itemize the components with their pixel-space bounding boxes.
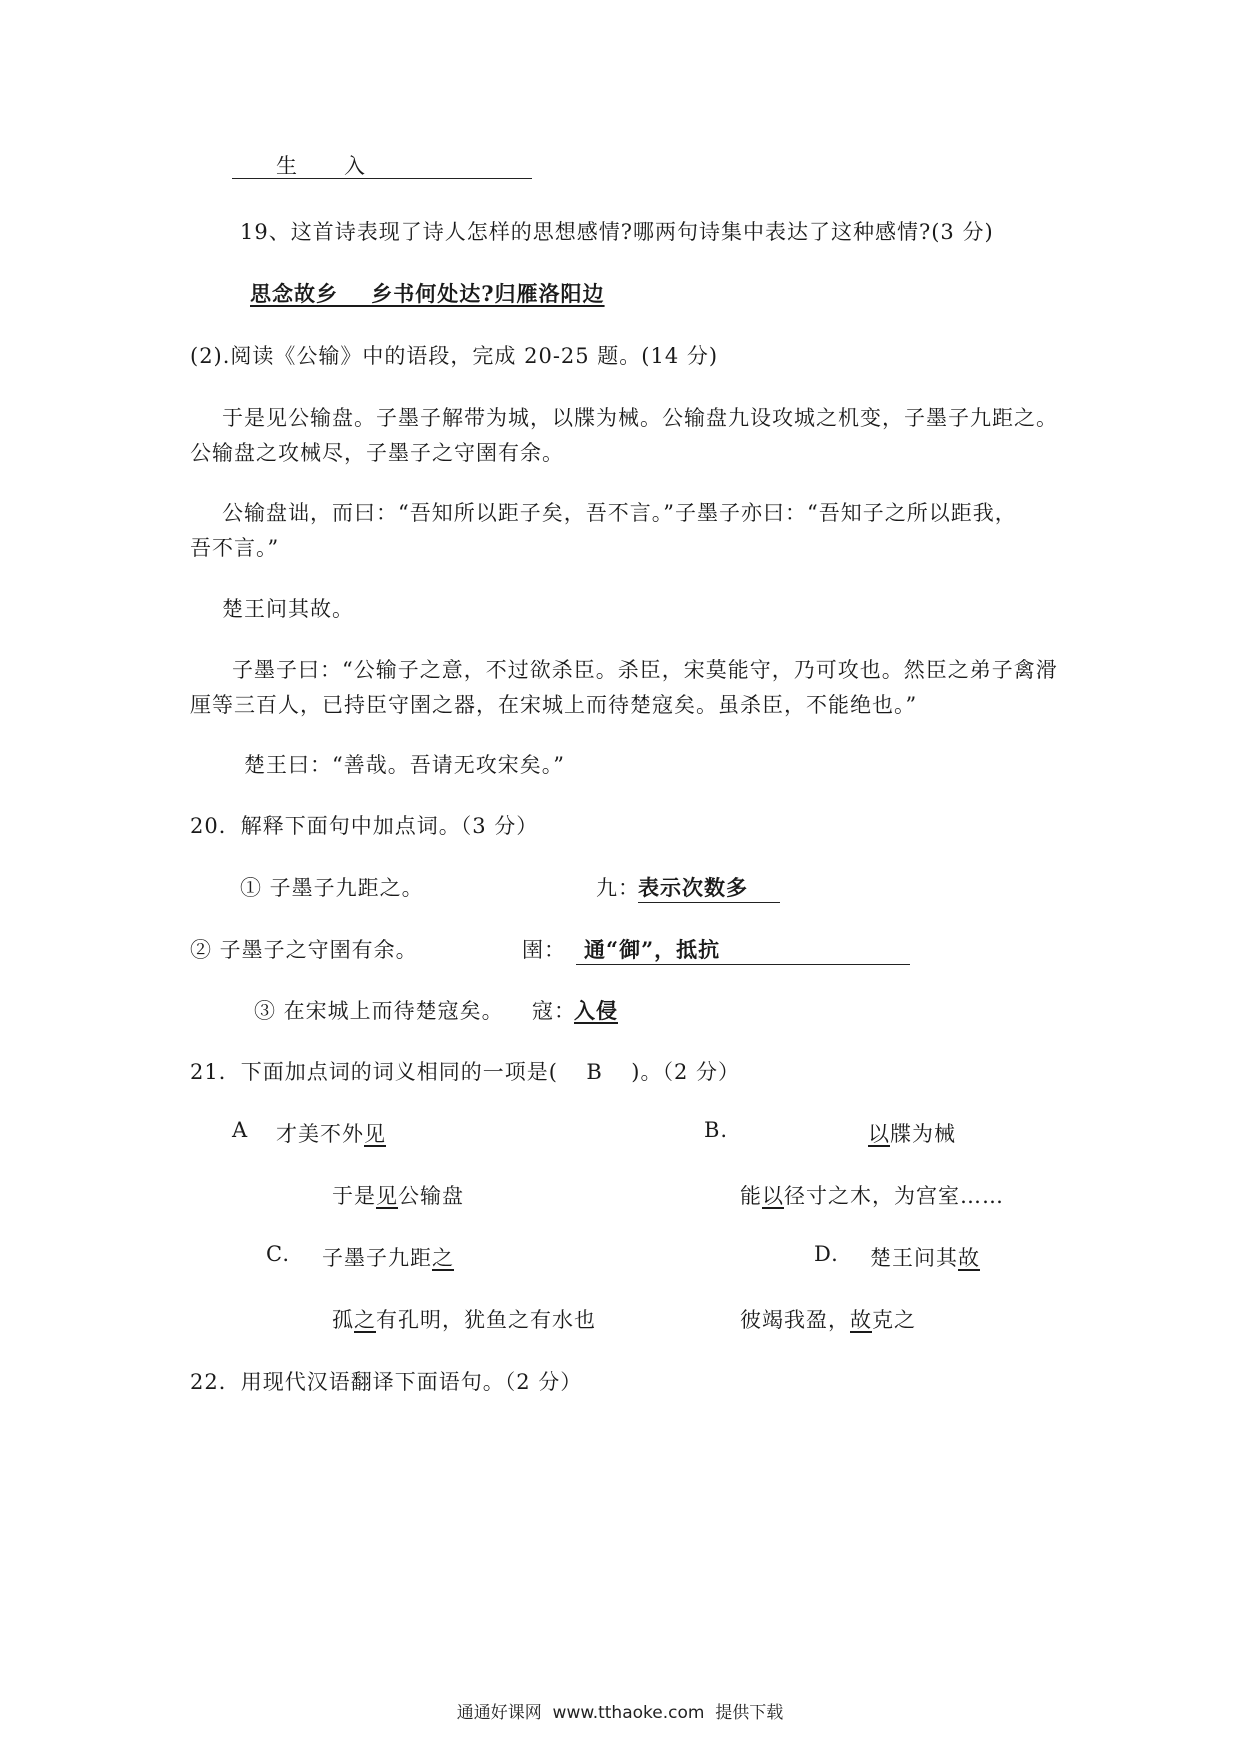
q20-item2-word: 圉： [522,938,566,962]
passage-p2-line1: 公输盘诎，而曰：“吾知所以距子矣，吾不言。”子墨子亦曰：“吾知子之所以距我， [222,501,1017,525]
q21-option-a-label: A [232,1118,249,1142]
blank-segment [232,150,532,179]
text: 楚王问其 [870,1246,958,1270]
q21-title [190,1056,740,1086]
q20-item1-answer-line [638,872,780,903]
q20-item2-sentence: ② 子墨子之守圉有余。 [190,938,418,962]
blank-char-2: 入 [344,154,366,178]
key-word: 见 [364,1122,386,1146]
q22-title: 22．用现代汉语翻译下面语句。（2 分） [190,1370,583,1394]
passage-p2-line2: 吾不言。” [190,536,280,560]
q20-title: 20．解释下面句中加点词。（3 分） [190,814,539,838]
q21-option-d-line1 [870,1242,980,1272]
q21-option-a-line2 [332,1180,464,1210]
q20-item1-answer: 表示次数多 [638,872,780,903]
q19-answer: 思念故乡 乡书何处达?归雁洛阳边 [250,281,605,306]
q21-title-post: )。（2 分） [631,1060,741,1084]
blank-char-1: 生 [276,154,298,178]
key-word: 故 [958,1246,980,1270]
q20-item3-answer: 入侵 [574,998,618,1023]
q21-option-b-line2 [740,1180,1004,1210]
text: 有孔明，犹鱼之有水也 [376,1308,596,1332]
q20-item3-sentence: ③ 在宋城上而待楚寇矣。 [254,999,504,1023]
q20-item1-word: 九： [596,876,640,900]
text: 彼竭我盈， [740,1308,850,1332]
text: 牒为械 [890,1122,956,1146]
q21-option-d-line2 [740,1304,916,1334]
q20-item2-answer-line [576,934,910,965]
text: 子墨子九距 [322,1246,432,1270]
passage-p1-line2: 公输盘之攻械尽，子墨子之守圉有余。 [190,441,564,465]
key-word: 见 [376,1184,398,1208]
passage-p1-line1: 于是见公输盘。子墨子解带为城，以牒为械。公输盘九设攻城之机变，子墨子九距之。 [222,406,1058,430]
footer-credit: 通通好课网 www.tthaoke.com 提供下载 [456,1703,784,1723]
text: 能 [740,1184,762,1208]
key-word: 之 [354,1308,376,1332]
passage-p5: 楚王曰：“善哉。吾请无攻宋矣。” [244,753,565,777]
key-word: 以 [868,1122,890,1146]
key-word: 故 [850,1308,872,1332]
q19-question: 19、这首诗表现了诗人怎样的思想感情?哪两句诗集中表达了这种感情?(3 分) [240,220,994,244]
key-word: 以 [762,1184,784,1208]
section2-heading: (2).阅读《公输》中的语段，完成 20-25 题。(14 分) [190,344,719,368]
q21-option-b-label: B. [704,1118,729,1142]
text: 于是 [332,1184,376,1208]
q21-option-b-line1 [868,1118,956,1148]
q20-item2-answer: 通“御”，抵抗 [576,934,910,965]
q21-option-a-line1 [276,1118,386,1148]
key-word: 之 [432,1246,454,1270]
q21-title-pre: 21．下面加点词的词义相同的一项是( [190,1060,558,1084]
passage-p4-line1: 子墨子曰：“公输子之意，不过欲杀臣。杀臣，宋莫能守，乃可攻也。然臣之弟子禽滑 [232,658,1058,682]
passage-p4-line2: 厘等三百人，已持臣守圉之器，在宋城上而待楚寇矣。虽杀臣，不能绝也。” [190,693,918,717]
q20-item3-word: 寇： [532,999,576,1023]
text: 才美不外 [276,1122,364,1146]
q21-option-c-line2 [332,1304,596,1334]
top-fill-blank [232,150,532,184]
q21-option-d-label: D. [814,1242,839,1266]
text: 孤 [332,1308,354,1332]
q20-item1-sentence: ① 子墨子九距之。 [240,876,424,900]
q21-option-c-line1 [322,1242,454,1272]
q21-answer: B [586,1060,603,1084]
text: 克之 [872,1308,916,1332]
text: 径寸之木，为宫室…… [784,1184,1004,1208]
q21-option-c-label: C. [266,1242,290,1266]
text: 公输盘 [398,1184,464,1208]
passage-p3: 楚王问其故。 [222,597,354,621]
